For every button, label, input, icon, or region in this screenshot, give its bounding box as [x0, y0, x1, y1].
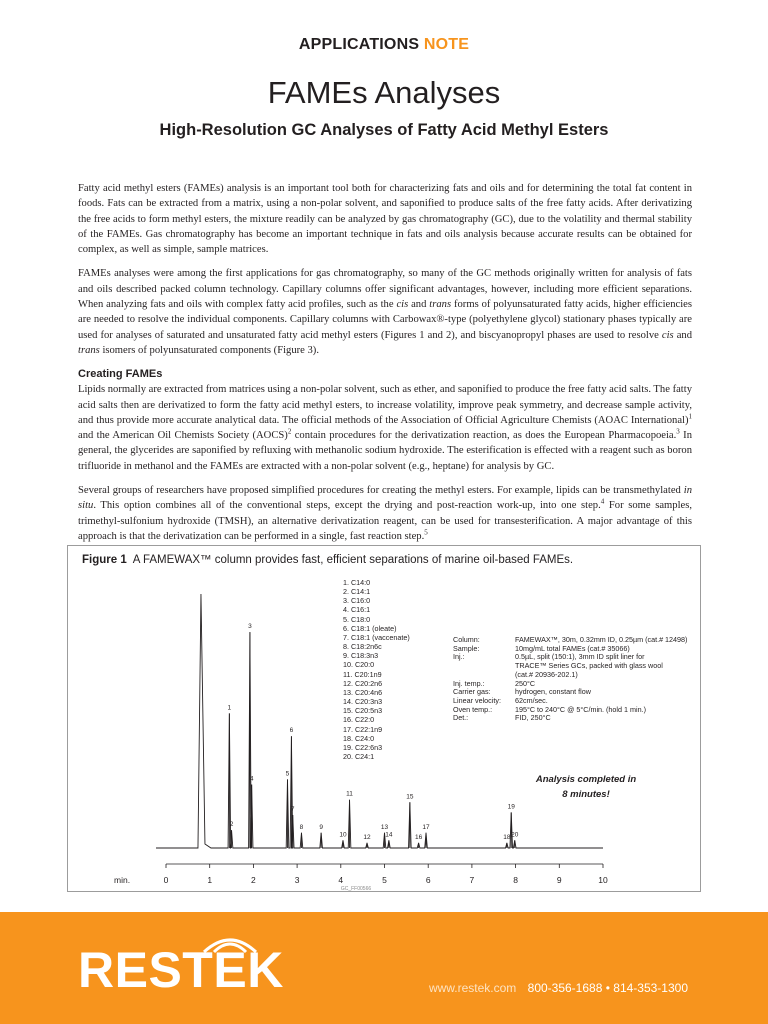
peak-list-item: 2. C14:1 [343, 587, 371, 597]
analysis-note-line: Analysis completed in [535, 774, 637, 785]
x-tick-label: 3 [294, 875, 300, 885]
peak-label: 20 [511, 831, 519, 839]
page-title: FAMEs Analyses [267, 75, 501, 110]
analysis-note [526, 772, 646, 802]
condition-value: 62cm/sec. [515, 695, 548, 705]
peak-label: 2 [229, 821, 234, 829]
text-span: and [673, 329, 692, 341]
page-subtitle: High-Resolution GC Analyses of Fatty Acid Methyl Esters [159, 121, 609, 139]
text-span: FAMEs analyses were among the first applications for gas chromatography, so many of the GC methods originally written for analysis of fats and oils described packed column technology. Capillary columns offer significant advantages, however, including more efficient separations. When analyzing fats and oils with complex fatty acid profiles, such as the [78, 268, 692, 311]
peak-list-item: 3. C16:0 [343, 596, 371, 606]
peak-list-item: 5. C18:0 [343, 614, 371, 624]
peak-list-item: 6. C18:1 (oleate) [343, 623, 397, 633]
peak-list-item: 13. C20:4n6 [343, 687, 383, 697]
body-text [78, 181, 692, 553]
peak-list-item: 1. C14:0 [343, 578, 371, 587]
text-span: isomers of polyunsaturated components (Figure 3). [99, 344, 319, 356]
peak-label: 17 [422, 823, 430, 831]
peak-list-item: 7. C18:1 (vaccenate) [343, 632, 410, 642]
logo-arcs-icon [200, 930, 260, 954]
peak-label: 6 [289, 727, 294, 735]
condition-key: Sample: [453, 643, 480, 653]
peak-label: 16 [414, 833, 423, 841]
figure-1 [67, 545, 701, 892]
condition-key: Inj.: [453, 652, 465, 662]
condition-value: 0.5µL, split (150:1), 3mm ID split liner for [515, 652, 645, 662]
peak-label: 5 [285, 770, 290, 778]
peak-list-item: 10. C20:0 [343, 660, 375, 670]
x-tick-label: 5 [382, 875, 387, 885]
footnote-ref: 4 [600, 497, 605, 506]
footnote-ref: 2 [287, 427, 292, 436]
italic-cis: cis [396, 299, 409, 311]
text-span: Several groups of researchers have proposed simplified procedures for creating the methyl esters. For example, lipids can be transmethylated [78, 485, 684, 497]
text-span: forms of polyunsaturated fatty acids, higher efficiencies are needed to resolve the individual components. Capillary columns with Carbowax®-type (polyethylene glycol) stationary phases typically are used for analyses of saturated and unsaturated fatty acid methyl esters (Figures 1 and 2), and biscyanopropyl phases are used to resolve [78, 299, 693, 341]
condition-value: 10mg/mL total FAMEs (cat.# 35066) [515, 643, 630, 653]
condition-value: TRACE™ Series GCs, packed with glass wool [515, 661, 663, 671]
condition-key: Oven temp.: [453, 704, 493, 714]
conditions-table [453, 636, 687, 723]
condition-row [453, 671, 687, 680]
condition-key: Inj. temp.: [453, 678, 485, 688]
peak-list-item: 14. C20:3n3 [343, 697, 383, 707]
phone-primary: 800-356-1688 [527, 981, 603, 995]
peak-list-item: 12. C20:2n6 [343, 678, 383, 688]
peak-label: 12 [363, 833, 371, 841]
peak-label: 1 [227, 704, 232, 712]
condition-value: hydrogen, constant flow [515, 687, 591, 697]
text-span: contain procedures for the derivatization reaction, as does the European Pharmacopoeia. [291, 430, 677, 442]
peak-list-item: 19. C22:6n3 [343, 742, 383, 752]
text-span: and [408, 299, 430, 311]
condition-value: (cat.# 20936-202.1) [515, 669, 578, 679]
footer-bar [0, 912, 768, 1024]
header-label [0, 36, 768, 54]
condition-key: Linear velocity: [453, 695, 501, 705]
header-label-accent: NOTE [423, 36, 470, 53]
peak-label: 7 [290, 805, 295, 813]
peak-list [343, 578, 410, 761]
x-tick-label: 2 [251, 875, 256, 885]
figure-caption [82, 554, 573, 566]
italic-trans: trans [429, 299, 452, 311]
condition-key: Carrier gas: [453, 687, 491, 697]
figure-caption-text: A FAMEWAX™ column provides fast, efficient separations of marine oil-based FAMEs. [132, 554, 574, 566]
footnote-ref: 3 [676, 427, 680, 436]
peak-label: 10 [339, 831, 347, 839]
paragraph-intro: Fatty acid methyl esters (FAMEs) analysis is an important tool both for characterizing fats and oils and for determining the total fat content in foods. Fats can be extracted from a matrix, using a non-polar solvent, and saponified to produce salts of the free fatty acids. After derivatizing the free acids to form methyl esters, the mixture readily can be analyzed by gas chromatography (GC), due to the volatility and thermal stability of the FAMEs. Gas chromatography has become an important technique in fats and oils analysis because accurate results can be obtained for complex, as well as simple, sample matrices. [78, 183, 692, 256]
peak-label: 19 [507, 803, 515, 811]
x-tick-label: 6 [425, 875, 431, 885]
separator: • [605, 981, 610, 995]
peak-list-item: 15. C20:5n3 [343, 706, 383, 716]
text-span: In general, the glycerides are saponified by refluxing with methanolic sodium hydroxide. The esterification is effected with a reagent such as boron trifluoride in methanol and the FAMEs are extracted with a non-polar solvent (e.g., heptane) for analysis by GC. [78, 430, 692, 472]
peak-list-item: 20. C24:1 [343, 751, 375, 761]
text-span: For some samples, trimethyl-sulfonium hydroxide (TMSH), an alternative derivatization reagent, can be used for transesterification. A major advantage of this approach is that the derivatization can be performed in a single, fast reaction step. [78, 500, 692, 542]
condition-row [453, 714, 687, 723]
peak-list-item: 17. C22:1n9 [343, 724, 383, 734]
peak-label: 9 [319, 823, 323, 831]
condition-value: 250°C [515, 678, 536, 688]
condition-key: Det.: [453, 713, 469, 723]
peak-list-item: 11. C20:1n9 [343, 669, 382, 679]
paragraph-capillary [78, 266, 692, 358]
peak-list-item: 9. C18:3n3 [343, 651, 379, 661]
condition-value: FAMEWAX™, 30m, 0.32mm ID, 0.25µm (cat.# 12498) [515, 635, 688, 644]
footnote-ref: 1 [688, 412, 692, 421]
peak-label: 4 [249, 775, 254, 783]
figure-code: GC_FF00566 [340, 886, 372, 891]
x-tick-label: 8 [513, 875, 518, 885]
x-tick-label: 4 [338, 875, 344, 885]
peak-label: 3 [248, 623, 252, 631]
text-span: and the American Oil Chemists Society (AOCS) [78, 430, 288, 442]
peak-list-item: 16. C22:0 [343, 715, 375, 725]
peak-label: 18 [503, 833, 511, 841]
italic-cis: cis [661, 329, 674, 341]
peak-label: 15 [406, 793, 414, 801]
peak-label: 11 [346, 790, 353, 798]
x-tick-label: 0 [163, 875, 169, 885]
paragraph-creating [78, 382, 692, 474]
figure-label: Figure 1 [82, 554, 127, 566]
phone-secondary: 814-353-1300 [613, 981, 688, 995]
footnote-ref: 5 [424, 528, 428, 537]
condition-key [453, 662, 515, 671]
condition-value: FID, 250°C [515, 713, 551, 723]
text-span: Lipids normally are extracted from matrices using a non-polar solvent, such as ether, and saponified to produce the free fatty acid salts. The fatty acid salts then are derivatized to form the fatty acid methyl esters, to increase volatility, improve peak symmetry, and decrease sample activity, and thus provide more accurate analytical data. The official methods of the Association of Official Agriculture Chemists (AOAC International) [78, 384, 692, 426]
restek-logo: RESTEK [78, 942, 284, 998]
text-span: . This option combines all of the conventional steps, except the drying and post-reaction work-up, into one step. [93, 500, 601, 512]
analysis-note-line: 8 minutes! [562, 789, 610, 800]
x-tick-label: 9 [556, 875, 562, 885]
italic-trans: trans [78, 344, 100, 356]
peak-label: 13 [380, 823, 389, 831]
footer-contact [429, 981, 688, 995]
x-axis-label: min. [114, 875, 131, 885]
condition-value: 195°C to 240°C @ 5°C/min. (hold 1 min.) [515, 704, 646, 714]
header-label-main: APPLICATIONS [298, 36, 424, 53]
paragraph-simplified [78, 483, 692, 544]
peak-list-item: 8. C18:2n6c [343, 642, 382, 652]
section-heading: Creating FAMEs [78, 368, 163, 381]
x-tick-label: 10 [598, 875, 608, 885]
peak-label: 14 [385, 831, 393, 839]
peak-label: 8 [299, 823, 304, 831]
x-tick-label: 1 [207, 875, 213, 885]
italic-in-situ: in situ [78, 485, 692, 512]
condition-row [453, 706, 687, 715]
peak-list-item: 4. C16:1 [343, 605, 371, 615]
condition-key: Column: [453, 635, 480, 644]
peak-list-item: 18. C24:0 [343, 733, 375, 743]
website-link[interactable]: www.restek.com [428, 981, 517, 995]
x-tick-label: 7 [469, 875, 475, 885]
